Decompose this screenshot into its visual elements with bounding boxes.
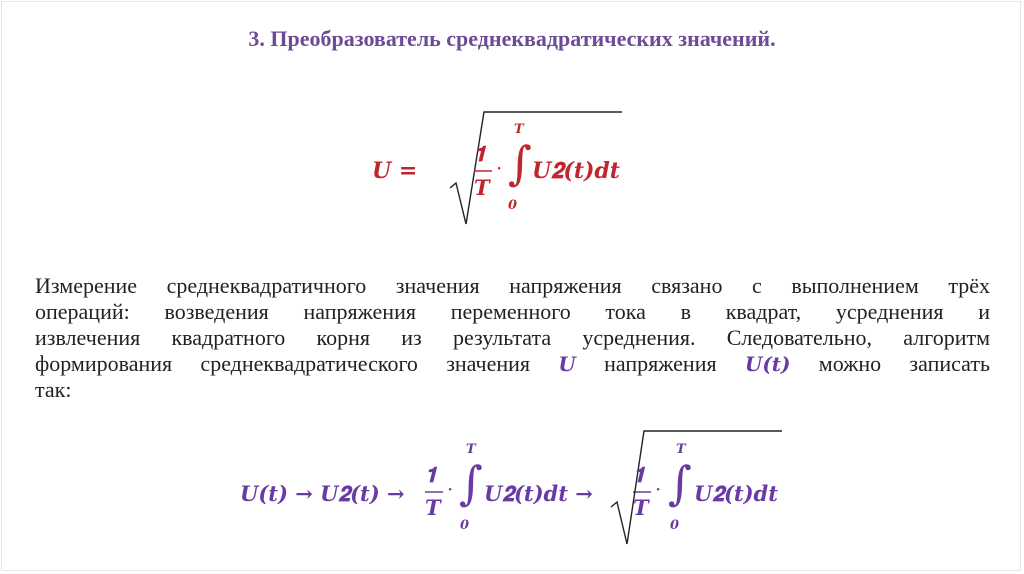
formula1-frac-denominator: 𝑻 xyxy=(474,175,490,200)
paragraph-line-4-a: формирования среднеквадратического значения xyxy=(35,351,531,376)
formula2-part1: 𝑼(𝒕) → 𝑼𝟐(𝒕) → xyxy=(240,481,405,506)
formula2-frac-denominator-2: 𝑻 xyxy=(633,495,649,520)
paragraph-line-4 xyxy=(35,351,990,377)
integral-icon: ∫ xyxy=(459,456,483,510)
formula2-part2: 𝑼𝟐(𝒕)𝒅𝒕 → xyxy=(484,481,593,506)
formula1-lhs: 𝑼 = xyxy=(372,158,418,184)
formula2-dot: · xyxy=(447,477,454,501)
formula2-int-lower: 0 xyxy=(460,518,470,533)
formula2-frac-numerator-2: 𝟏 xyxy=(633,462,645,487)
formula2-dot-2: · xyxy=(655,477,662,501)
inline-var-u-t: 𝑼(𝒕) xyxy=(744,352,791,376)
paragraph-line-1: Измерение среднеквадратичного значения напряжения связано с выполнением трёх xyxy=(35,273,990,298)
formula1-integrand: 𝑼𝟐(𝒕)𝒅𝒕 xyxy=(532,158,620,184)
formula1-dot: · xyxy=(496,156,503,180)
formula1-int-upper: T xyxy=(514,122,524,137)
formula2-int-upper-2: T xyxy=(676,442,686,457)
formula2-int-upper: T xyxy=(466,442,476,457)
integral-icon: ∫ xyxy=(508,136,532,190)
paragraph-line-4-c: можно записать xyxy=(818,351,991,376)
formula2-frac-bar-1 xyxy=(0,0,1,1)
formula1-int-lower: 0 xyxy=(508,198,518,213)
paragraph-line-5: так: xyxy=(35,377,72,402)
formula1-frac-numerator: 𝟏 xyxy=(474,141,486,166)
slide-title: 3. Преобразователь среднеквадратических значений. xyxy=(248,26,776,51)
formula2-int-lower-2: 0 xyxy=(670,518,680,533)
formula2-frac-denominator: 𝑻 xyxy=(425,495,441,520)
paragraph-line-3: извлечения квадратного корня из результата усреднения. Следовательно, алгоритм xyxy=(35,325,990,350)
formula2-frac-numerator: 𝟏 xyxy=(425,462,437,487)
inline-var-u: 𝑼 xyxy=(558,352,576,376)
formula2-part3: 𝑼𝟐(𝒕)𝒅𝒕 xyxy=(694,481,778,506)
paragraph-line-4-b: напряжения xyxy=(604,351,717,376)
paragraph-line-2: операций: возведения напряжения переменного тока в квадрат, усреднения и xyxy=(35,299,990,324)
body-paragraph xyxy=(35,273,990,403)
integral-icon: ∫ xyxy=(668,456,692,510)
